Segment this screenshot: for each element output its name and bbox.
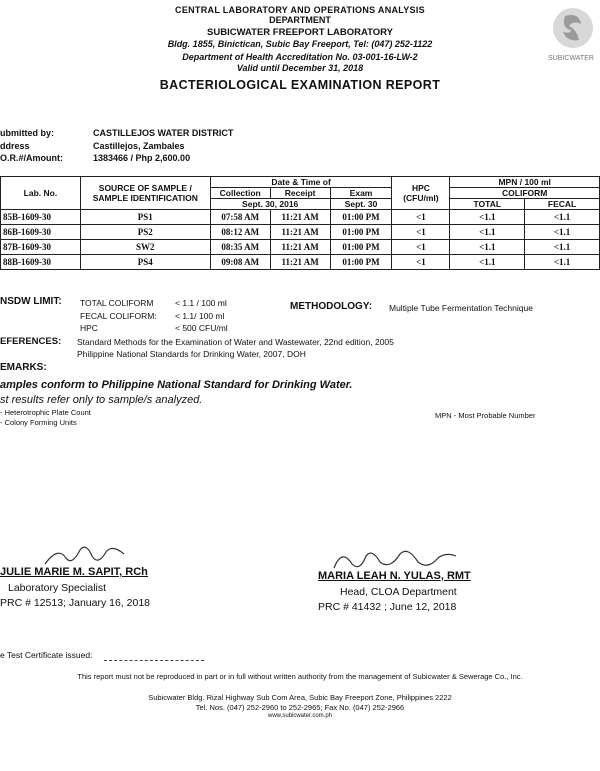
right-signatory-prc: PRC # 41432 ; June 12, 2018: [318, 601, 457, 613]
left-signatory-name: JULIE MARIE M. SAPIT, RCh: [0, 566, 148, 578]
cell-total: <1.1: [450, 240, 525, 255]
nsdw-limit-label: NSDW LIMIT:: [0, 296, 62, 307]
left-signatory-prc: PRC # 12513; January 16, 2018: [0, 597, 151, 609]
reference-2: Philippine National Standards for Drinking Water, 2007, DOH: [77, 349, 306, 359]
cell-exam: 01:00 PM: [330, 255, 392, 270]
methodology-value: Multiple Tube Fermentation Technique: [389, 303, 533, 313]
or-amount-value: 1383466 / Php 2,600.00: [93, 153, 191, 163]
or-amount-label: O.R.#/Amount:: [0, 153, 63, 163]
cell-collection: 09:08 AM: [210, 255, 270, 270]
left-signatory-title: Laboratory Specialist: [8, 582, 107, 594]
cell-collection: 08:35 AM: [210, 240, 270, 255]
col-header-collection: Collection: [210, 188, 270, 199]
cell-lab-no: 85B-1609-30: [1, 210, 81, 225]
submitted-by-value: CASTILLEJOS WATER DISTRICT: [93, 128, 234, 138]
col-header-coliform: COLIFORM: [450, 188, 600, 199]
cell-hpc: <1: [392, 210, 450, 225]
water-drop-icon: [543, 2, 599, 77]
col-header-receipt: Receipt: [270, 188, 330, 199]
limit-fecal-label: FECAL COLIFORM:: [80, 311, 157, 321]
table-row: [1, 210, 600, 225]
address-value: Castillejos, Zambales: [93, 141, 185, 151]
table-row: [1, 240, 600, 255]
cell-fecal: <1.1: [525, 255, 600, 270]
cell-hpc: <1: [392, 240, 450, 255]
cell-receipt: 11:21 AM: [270, 240, 330, 255]
col-header-datetime: Date & Time of: [210, 177, 392, 188]
remarks-line2: st results refer only to sample/s analyzed.: [0, 394, 203, 406]
abbr-cfu: - Colony Forming Units: [0, 418, 77, 427]
submitted-by-label: ubmitted by:: [0, 128, 54, 138]
certificate-issued-line: [104, 660, 204, 661]
logo-text: SUBICWATER: [548, 55, 594, 62]
col-header-exam-date: Sept. 30: [330, 199, 392, 210]
footer-website: www.subicwater.com.ph: [267, 713, 333, 719]
cell-hpc: <1: [392, 255, 450, 270]
cell-source: PS1: [80, 210, 210, 225]
methodology-label: METHODOLOGY:: [290, 301, 373, 312]
lab-address: Bldg. 1855, Binictican, Subic Bay Freeport, Tel: (047) 252-1122: [167, 39, 433, 49]
right-signatory-name: MARIA LEAH N. YULAS, RMT: [318, 570, 471, 582]
col-header-exam: Exam: [330, 188, 392, 199]
cell-hpc: <1: [392, 225, 450, 240]
cell-source: SW2: [80, 240, 210, 255]
table-row: [1, 255, 600, 270]
cell-lab-no: 86B-1609-30: [1, 225, 81, 240]
cell-total: <1.1: [450, 210, 525, 225]
col-header-hpc: [392, 177, 450, 210]
col-header-fecal: FECAL: [525, 199, 600, 210]
cell-total: <1.1: [450, 225, 525, 240]
cell-lab-no: 87B-1609-30: [1, 240, 81, 255]
remarks-line1: amples conform to Philippine National Standard for Drinking Water.: [0, 379, 353, 391]
limit-hpc-label: HPC: [80, 323, 98, 333]
limit-total-label: TOTAL COLIFORM: [80, 298, 154, 308]
col-header-lab-no: Lab. No.: [1, 177, 81, 210]
right-signatory-title: Head, CLOA Department: [340, 586, 457, 598]
org-name-line1: CENTRAL LABORATORY AND OPERATIONS ANALYSIS: [175, 5, 425, 15]
address-label: ddress: [0, 141, 30, 151]
abbr-mpn: MPN - Most Probable Number: [435, 411, 536, 420]
cell-fecal: <1.1: [525, 225, 600, 240]
certificate-issued-label: e Test Certificate issued:: [0, 650, 93, 660]
subicwater-logo: [543, 2, 599, 77]
cell-fecal: <1.1: [525, 240, 600, 255]
references-label: EFERENCES:: [0, 336, 62, 347]
cell-exam: 01:00 PM: [330, 225, 392, 240]
accreditation-number: Department of Health Accreditation No. 03-001-16-LW-2: [182, 52, 418, 62]
limit-fecal-value: < 1.1/ 100 ml: [175, 311, 225, 321]
cell-collection: 07:58 AM: [210, 210, 270, 225]
col-header-hpc-line1: HPC: [411, 183, 430, 193]
remarks-label: EMARKS:: [0, 362, 47, 373]
cell-exam: 01:00 PM: [330, 210, 392, 225]
footer-contact: Tel. Nos. (047) 252-2960 to 252-2965; Fax No. (047) 252-2966: [195, 703, 405, 712]
cell-total: <1.1: [450, 255, 525, 270]
col-header-source-line1: SOURCE OF SAMPLE /: [98, 183, 192, 193]
accreditation-validity: Valid until December 31, 2018: [236, 63, 364, 73]
cell-source: PS2: [80, 225, 210, 240]
limit-hpc-value: < 500 CFU/ml: [175, 323, 228, 333]
reference-1: Standard Methods for the Examination of Water and Wastewater, 22nd edition, 2005: [77, 337, 394, 347]
cell-receipt: 11:21 AM: [270, 210, 330, 225]
org-name-line2: DEPARTMENT: [269, 15, 331, 25]
col-header-total: TOTAL: [450, 199, 525, 210]
cell-receipt: 11:21 AM: [270, 225, 330, 240]
footer-address: Subicwater Bldg. Rizal Highway Sub Com Area, Subic Bay Freeport Zone, Philippines 2222: [148, 693, 452, 702]
col-header-source-line2: SAMPLE IDENTIFICATION: [92, 193, 198, 203]
table-row: [1, 225, 600, 240]
limit-total-value: < 1.1 / 100 ml: [175, 298, 227, 308]
col-header-date: Sept. 30, 2016: [210, 199, 330, 210]
col-header-mpn: MPN / 100 ml: [450, 177, 600, 188]
cell-exam: 01:00 PM: [330, 240, 392, 255]
cell-collection: 08:12 AM: [210, 225, 270, 240]
cell-receipt: 11:21 AM: [270, 255, 330, 270]
cell-lab-no: 88B-1609-30: [1, 255, 81, 270]
disclaimer: This report must not be reproduced in part or in full without written authority from the management of Subicwater & Sewerage Co., Inc.: [77, 672, 523, 681]
col-header-hpc-line2: (CFU/ml): [403, 193, 439, 203]
cell-fecal: <1.1: [525, 210, 600, 225]
report-title: BACTERIOLOGICAL EXAMINATION REPORT: [159, 78, 441, 92]
lab-name: SUBICWATER FREEPORT LABORATORY: [207, 27, 393, 38]
abbr-hpc: - Heterotrophic Plate Count: [0, 408, 91, 417]
col-header-source: [80, 177, 210, 210]
results-table: [0, 176, 600, 270]
cell-source: PS4: [80, 255, 210, 270]
